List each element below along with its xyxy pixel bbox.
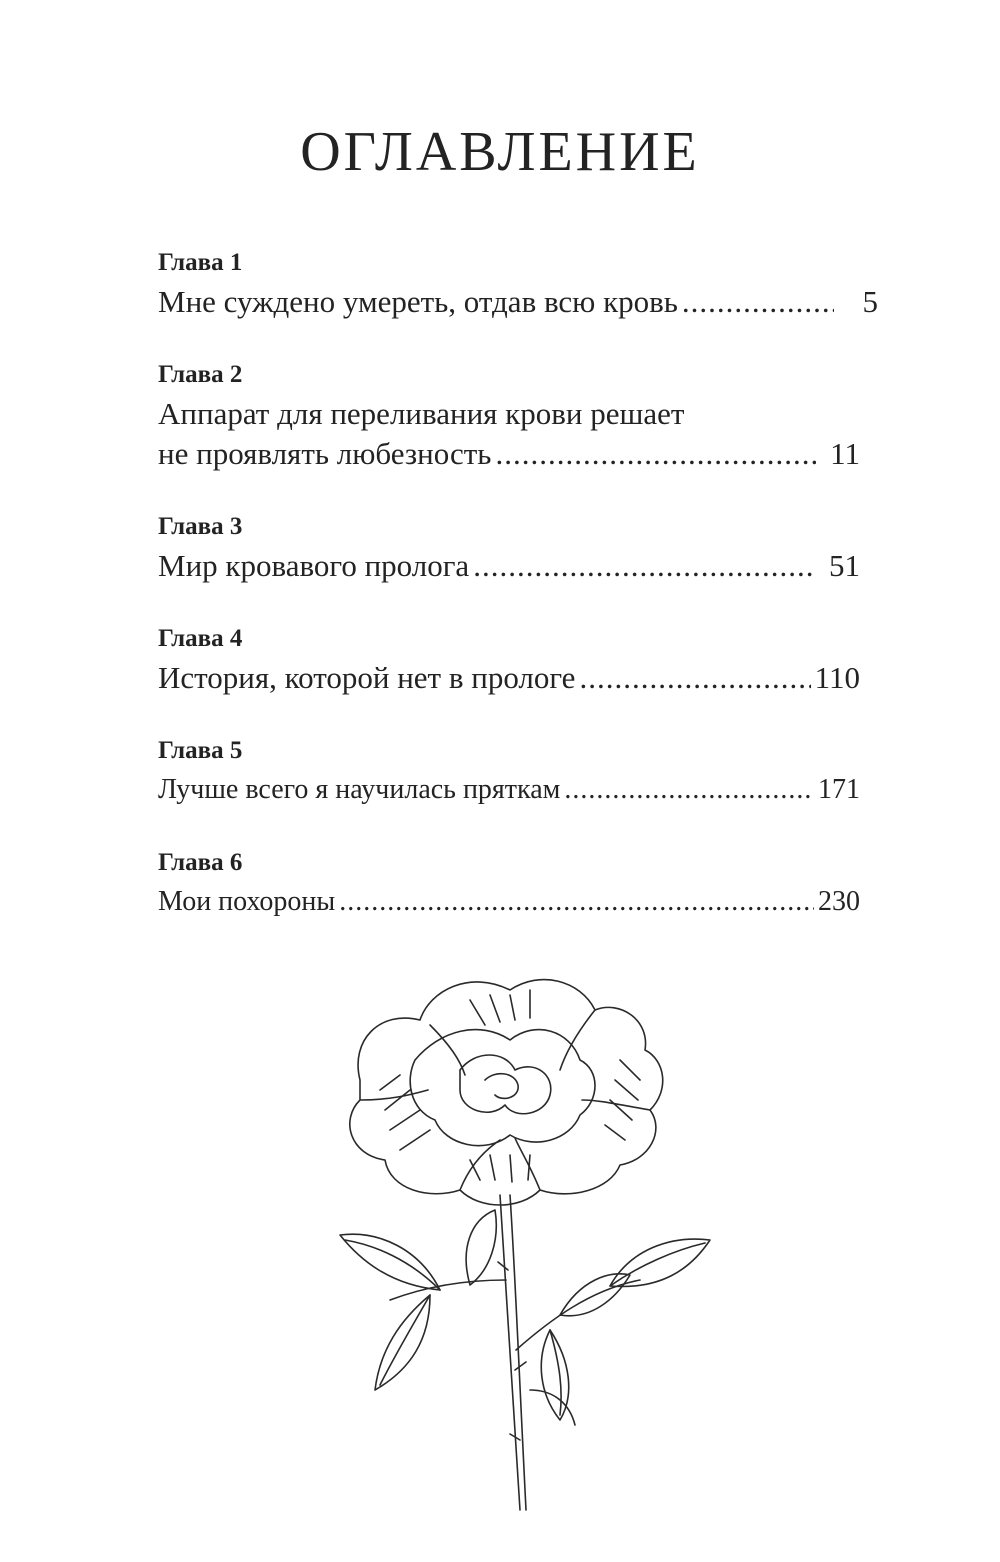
- table-of-contents: [158, 244, 878, 956]
- page-number: 11: [830, 436, 860, 471]
- chapter-title: не проявлять любезность: [158, 436, 492, 471]
- chapter-title-line: [158, 658, 878, 698]
- chapter-title: Мир кровавого пролога: [158, 548, 470, 583]
- chapter-title-line: [158, 770, 878, 810]
- dot-leader: [339, 882, 814, 922]
- toc-entry-chapter-1[interactable]: [158, 244, 878, 322]
- chapter-label: Глава 4: [158, 625, 243, 652]
- chapter-title-first-line: Аппарат для переливания крови решает: [158, 396, 685, 431]
- chapter-label: Глава 6: [158, 849, 243, 876]
- page-number: 171: [818, 774, 860, 805]
- toc-entry-chapter-6[interactable]: [158, 844, 878, 922]
- dot-leader: [579, 658, 810, 698]
- page-number: 110: [814, 660, 860, 695]
- toc-entry-chapter-5[interactable]: [158, 732, 878, 810]
- chapter-title: Мне суждено умереть, отдав всю кровь: [158, 284, 678, 319]
- toc-entry-chapter-4[interactable]: [158, 620, 878, 698]
- dot-leader: [564, 770, 814, 810]
- chapter-label: Глава 3: [158, 513, 243, 540]
- rose-illustration-icon: [320, 950, 720, 1530]
- page-number: 5: [862, 284, 878, 319]
- chapter-title-line: [158, 882, 878, 922]
- page-title: ОГЛАВЛЕНИЕ: [300, 121, 700, 183]
- toc-entry-chapter-3[interactable]: [158, 508, 878, 586]
- toc-entry-chapter-2[interactable]: [158, 356, 878, 474]
- chapter-title: Лучше всего я научилась пряткам: [158, 774, 561, 805]
- chapter-label: Глава 5: [158, 737, 243, 764]
- chapter-title: История, которой нет в прологе: [158, 660, 576, 695]
- chapter-title-line: [158, 546, 878, 586]
- dot-leader: [495, 434, 816, 474]
- page-number: 51: [829, 548, 860, 583]
- chapter-label: Глава 2: [158, 361, 243, 388]
- chapter-title-line: [158, 434, 878, 474]
- chapter-title-line: [158, 282, 878, 322]
- page-number: 230: [818, 886, 860, 917]
- dot-leader: [682, 282, 834, 322]
- chapter-title: Мои похороны: [158, 886, 336, 917]
- chapter-label: Глава 1: [158, 249, 243, 276]
- dot-leader: [473, 546, 816, 586]
